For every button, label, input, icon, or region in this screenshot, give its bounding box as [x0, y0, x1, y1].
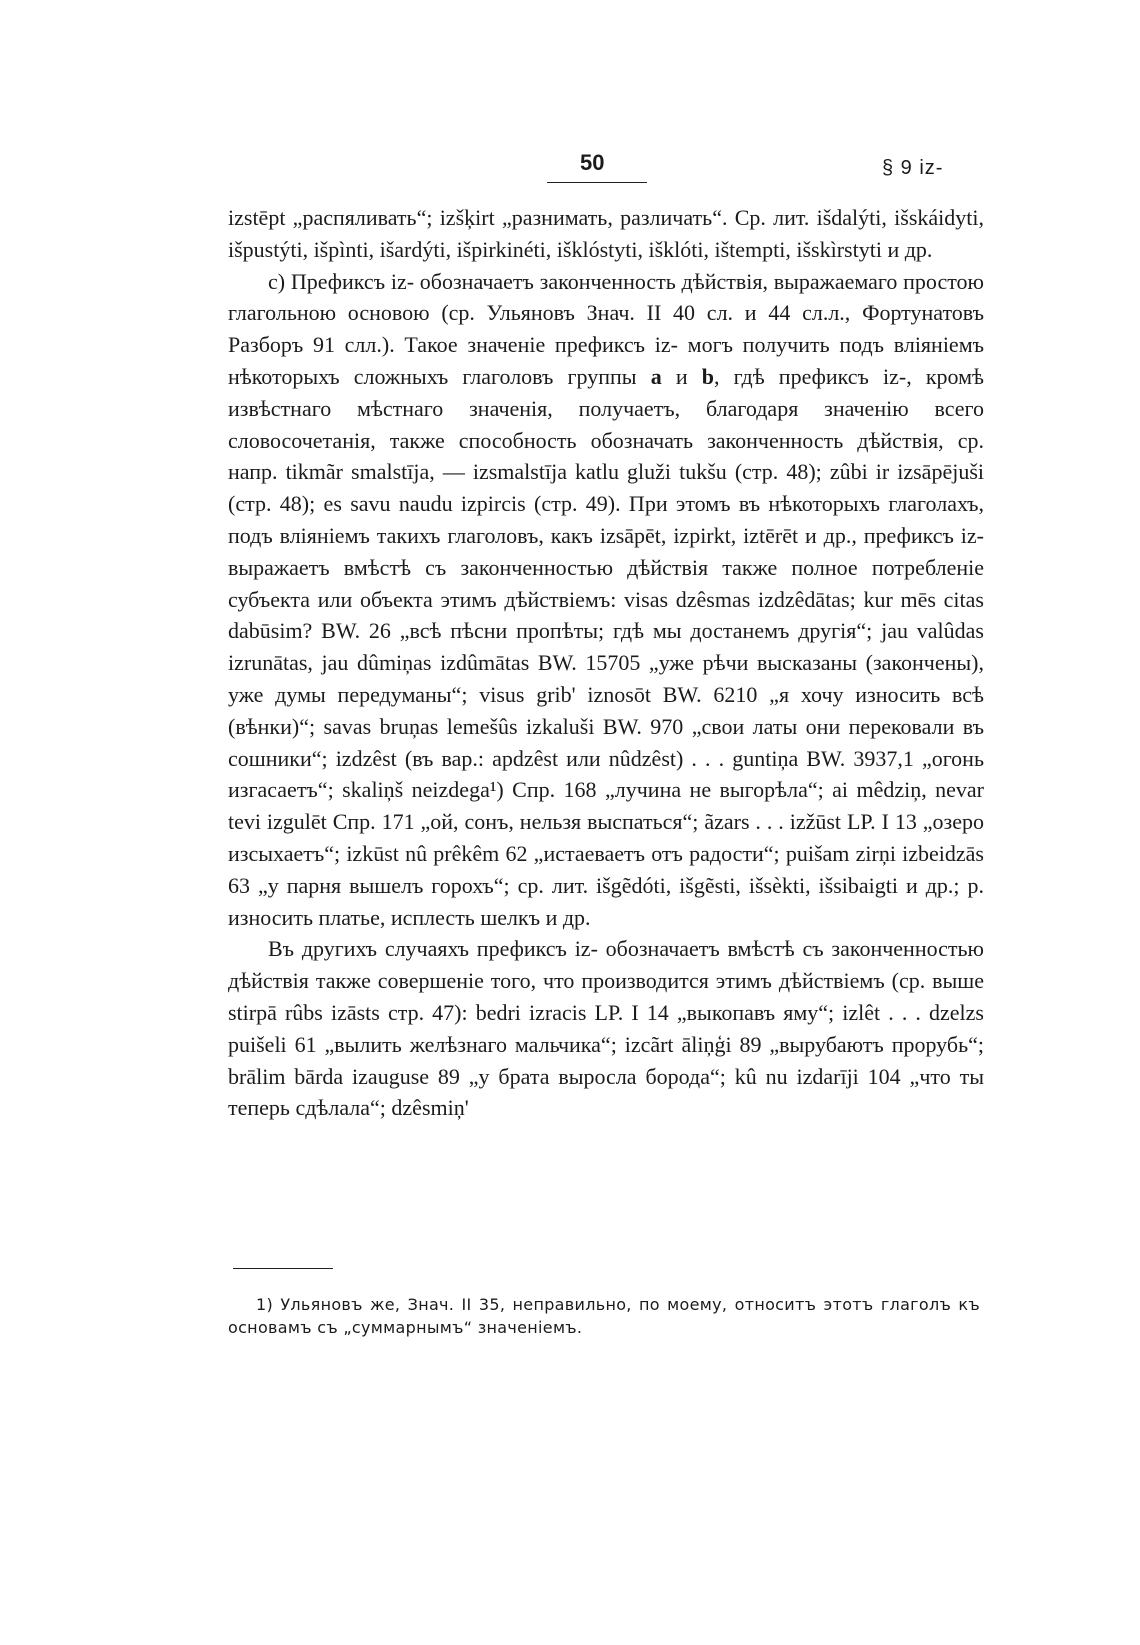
paragraph-3: Въ другихъ случаяхъ префиксъ iz- обозначаетъ вмѣстѣ съ законченностью дѣйствія также совершеніе того, что производится этимъ дѣйствіемъ (ср. выше stirpā rûbs izāsts стр. 47): bedri izracis LP. I 14 „выкопавъ яму“; izlêt . . . dzelzs puišeli 61 „вылить желѣзнаго мальчика“; izcãrt āliņģi 89 „вырубаютъ прорубь“; brālim bārda izauguse 89 „у брата выросла борода“; kû nu izdarīji 104 „что ты теперь сдѣлала“; dzêsmiņ' — [228, 936, 984, 1121]
group-b-label: b — [701, 363, 714, 389]
footnote — [228, 1293, 980, 1339]
conjunction: и — [661, 363, 702, 389]
header-rule — [547, 182, 647, 183]
paragraph-1: izstēpt „распяливать“; izšķirt „разнимать, различать“. Ср. лит. išdalýti, išskáidyti, išpustýti, išpìnti, išardýti, išpirkinéti, išklóstyti, išklóti, ištempti, išskìrstyti и др. — [228, 205, 984, 262]
paragraph-2-part-a: c) Префиксъ iz- обозначаетъ законченность дѣйствія, выражаемаго простою глагольною основою (ср. Ульяновъ Знач. II 40 сл. и 44 сл.л., Фортунатовъ Разборъ 91 слл.). Такое значеніе префиксъ iz- могъ получить подъ вліяніемъ нѣкоторыхъ сложныхъ глаголовъ группы — [228, 268, 984, 389]
group-a-label: a — [650, 363, 662, 389]
paragraph-2 — [228, 266, 984, 934]
body-text — [228, 202, 984, 1124]
paragraph-2-part-b: , гдѣ префиксъ iz-, кромѣ извѣстнаго мѣстнаго значенія, получаетъ, благодаря значенію всего словосочетанія, также способность обозначать законченность дѣйствія, ср. напр. tikmãr smalstīja, — izsmalstīja katlu gluži tukšu (стр. 48); zûbi ir izsāpējuši (стр. 48); es savu naudu izpircis (стр. 49). При этомъ въ нѣкоторыхъ глаголахъ, подъ вліяніемъ такихъ глаголовъ, какъ izsāpēt, izpirkt, iztērēt и др., префиксъ iz- выражаетъ вмѣстѣ съ законченностью дѣйствія также полное потребленіе субъекта или объекта этимъ дѣйствіемъ: visas dzêsmas izdzêdātas; kur mēs citas dabūsim? BW. 26 „всѣ пѣсни пропѣты; гдѣ мы достанемъ другія“; jau valûdas izrunātas, jau dûmiņas izdûmātas BW. 15705 „уже рѣчи высказаны (закончены), уже думы передуманы“; visus grib' iznosōt BW. 6210 „я хочу износить всѣ (вѣнки)“; savas bruņas lemešûs izkaluši BW. 970 „свои латы они перековали въ сошники“; izdzêst (въ вар.: apdzêst или nûdzêst) . . . guntiņa BW. 3937,1 „огонь изгасаетъ“; skaliņš neizdega¹) Спр. 168 „лучина не выгорѣла“; ai mêdziņ, nevar tevi izgulēt Спр. 171 „ой, сонъ, нельзя выспаться“; ãzars . . . izžūst LP. I 13 „озеро изсыхаетъ“; izkūst nû prêkêm 62 „истаеваетъ отъ радости“; puišam zirņi izbeidzās 63 „у парня вышелъ горохъ“; ср. лит. išgẽdóti, išgẽsti, išsèkti, išsibaigti и др.; р. износить платье, исплесть шелкъ и др. — [228, 363, 984, 930]
page-number: 50 — [580, 150, 605, 175]
section-mark: § 9 iz- — [882, 157, 944, 179]
footnote-rule — [233, 1268, 333, 1269]
footnote-text: 1) Ульяновъ же, Знач. II 35, неправильно, по моему, относитъ этотъ глаголъ къ основамъ съ „суммарнымъ“ значеніемъ. — [228, 1295, 980, 1337]
